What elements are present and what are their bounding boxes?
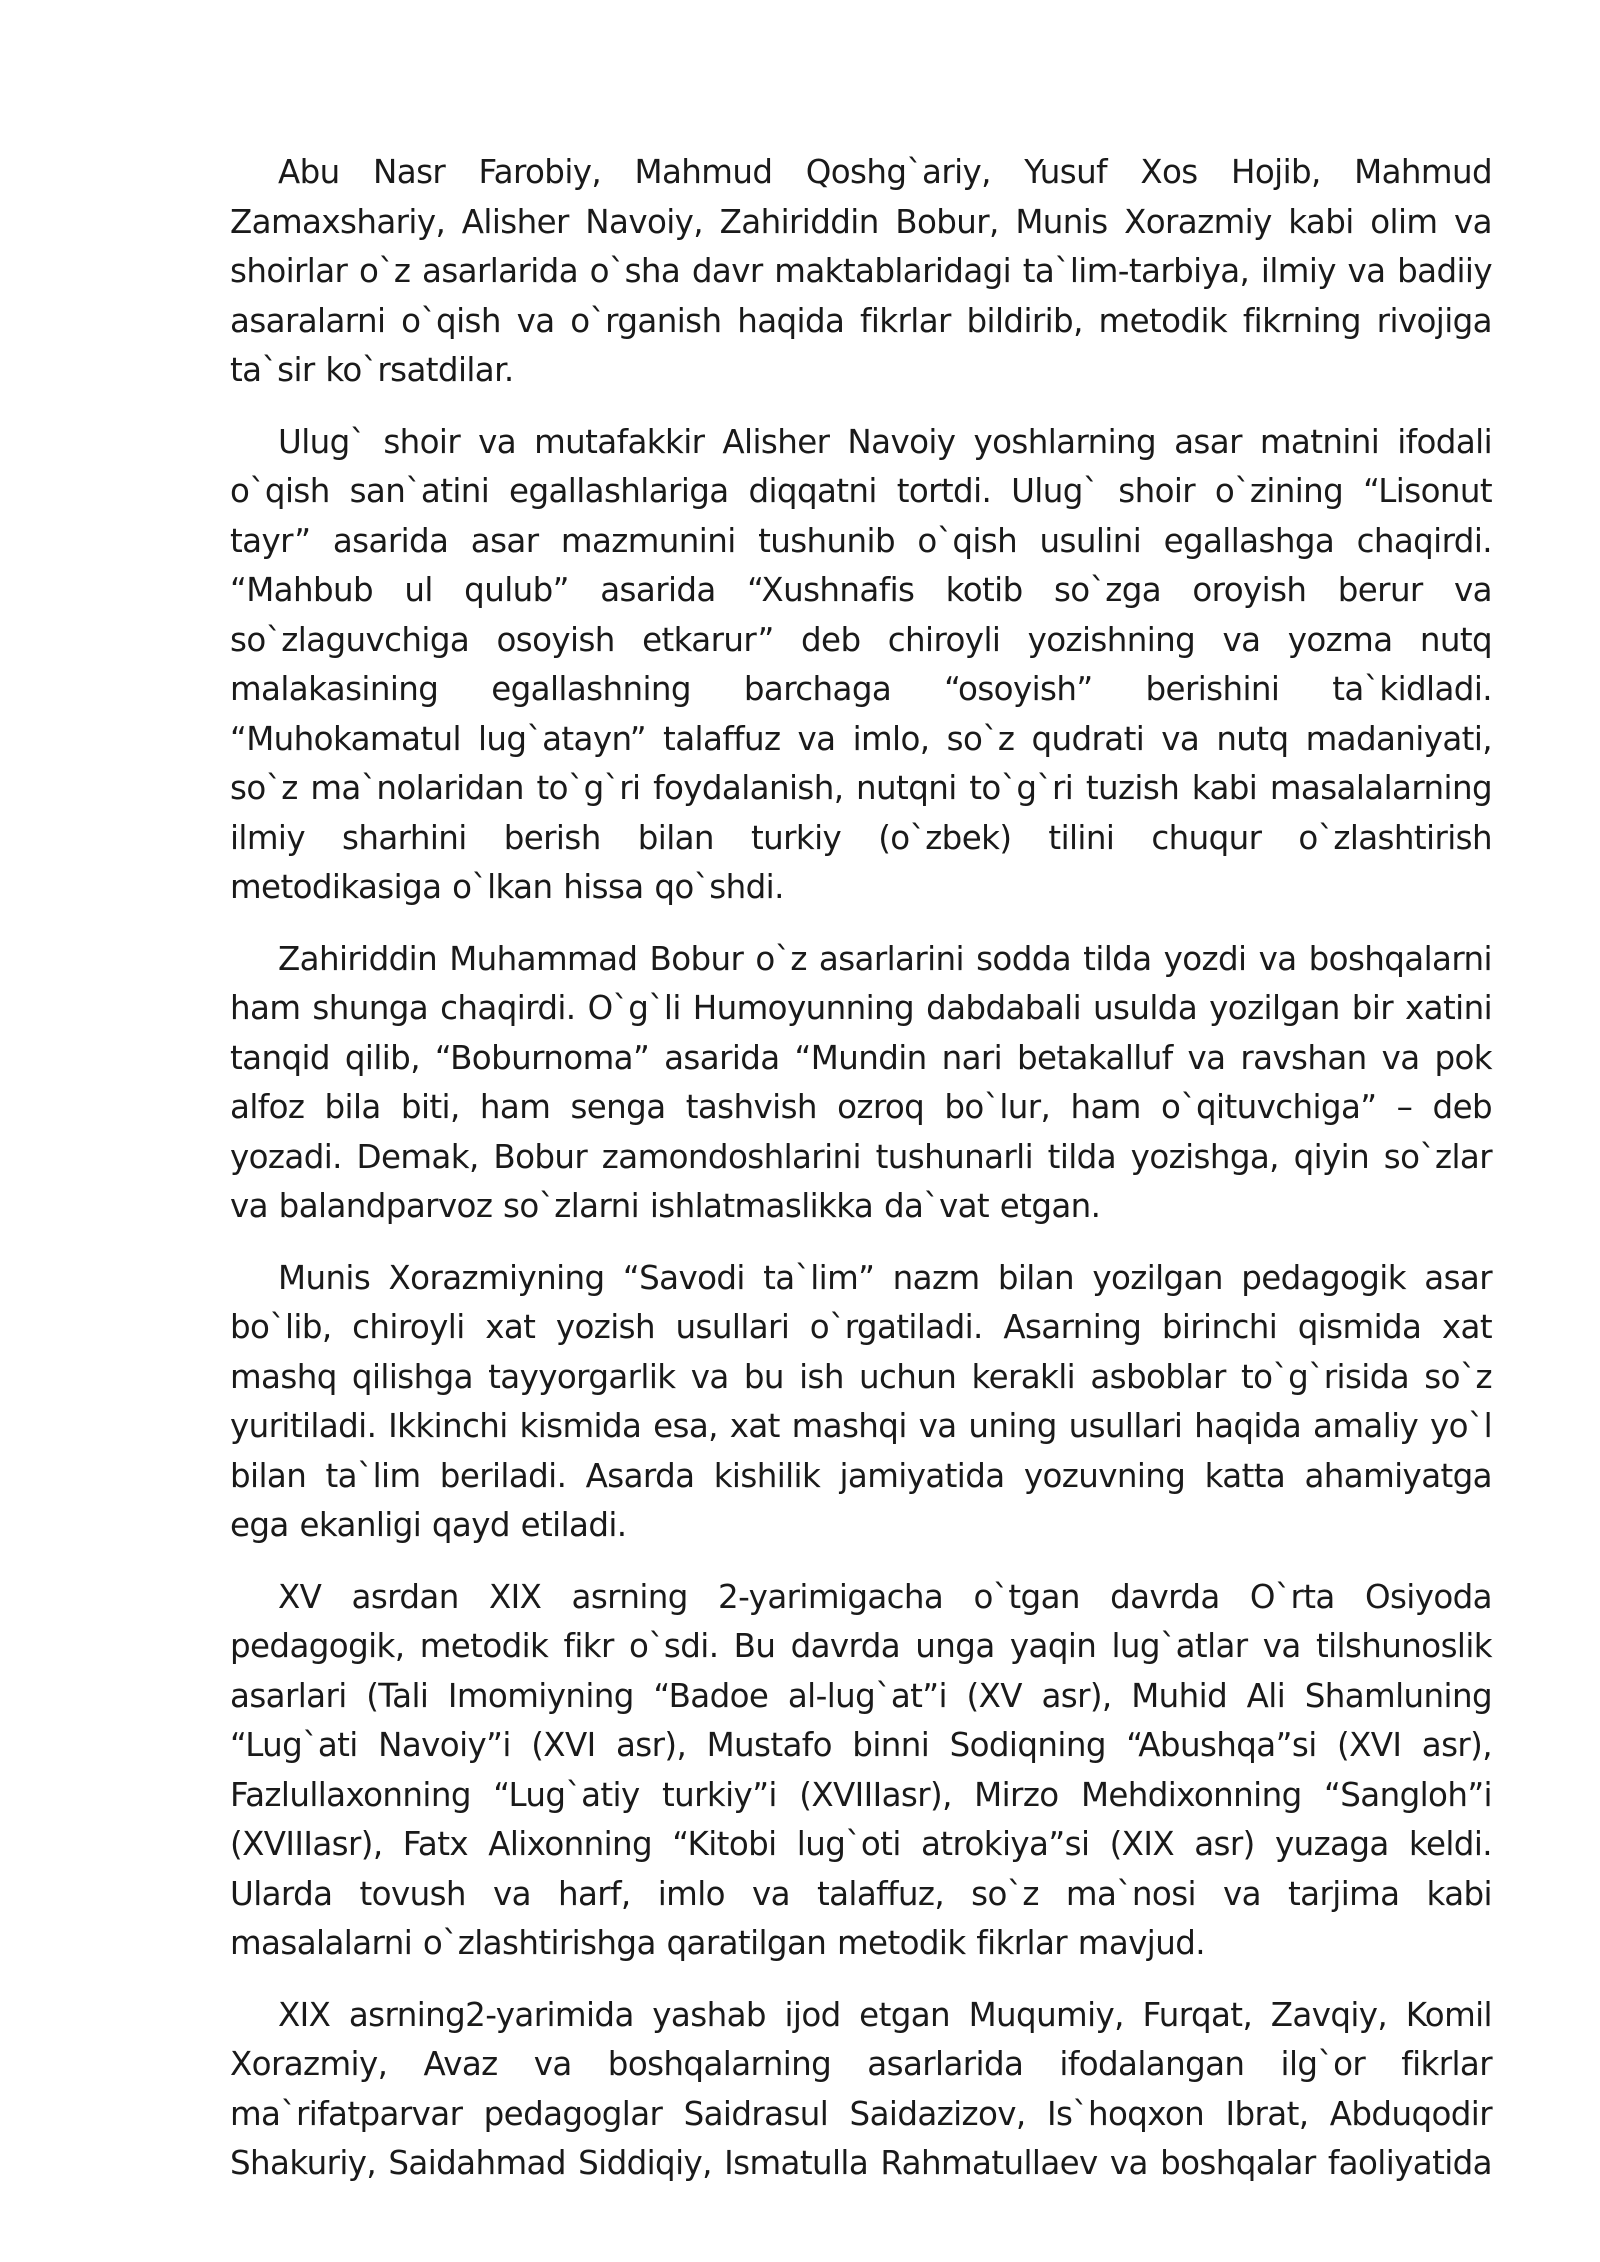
paragraph-4: Munis Xorazmiyning “Savodi ta`lim” nazm bilan yozilgan pedagogik asar bo`lib, chiroyli xat yozish usullari o`rgatiladi. Asarning birinchi qismida xat mashq qilishga tayyorgarlik va bu ish uchun kerakli asboblar to`g`risida so`z yuritiladi. Ikkinchi kismida esa, xat mashqi va uning usullari haqida amaliy yo`l bilan ta`lim beriladi. Asarda kishilik jamiyatida yozuvning katta ahamiyatga ega ekanligi qayd etiladi. <box>230 1258 1492 1544</box>
paragraph-5: XV asrdan XIX asrning 2-yarimigacha o`tgan davrda O`rta Osiyoda pedagogik, metodik fikr o`sdi. Bu davrda unga yaqin lug`atlar va tilshunoslik asarlari (Tali Imomiyning “Badoe al-lug`at”i (XV asr), Muhid Ali Shamluning “Lug`ati Navoiy”i (XVI asr), Mustafo binni Sodiqning “Abushqa”si (XVI asr), Fazlullaxonning “Lug`atiy turkiy”i (XVIIIasr), Mirzo Mehdixonning “Sangloh”i (XVIIIasr), Fatx Alixonning “Kitobi lug`oti atrokiya”si (XIX asr) yuzaga keldi. Ularda tovush va harf, imlo va talaffuz, so`z ma`nosi va tarjima kabi masalalarni o`zlashtirishga qaratilgan metodik fikrlar mavjud. <box>230 1577 1492 1962</box>
document-body <box>230 148 1492 2211</box>
paragraph-3: Zahiriddin Muhammad Bobur o`z asarlarini sodda tilda yozdi va boshqalarni ham shunga chaqirdi. O`g`li Humoyunning dabdabali usulda yozilgan bir xatini tanqid qilib, “Boburnoma” asarida “Mundin nari betakalluf va ravshan va pok alfoz bila biti, ham senga tashvish ozroq bo`lur, ham o`qituvchiga” – deb yozadi. Demak, Bobur zamondoshlarini tushunarli tilda yozishga, qiyin so`zlar va balandparvoz so`zlarni ishlatmaslikka da`vat etgan. <box>230 939 1492 1225</box>
paragraph-2: Ulug` shoir va mutafakkir Alisher Navoiy yoshlarning asar matnini ifodali o`qish san`atini egallashlariga diqqatni tortdi. Ulug` shoir o`zining “Lisonut tayr” asarida asar mazmunini tushunib o`qish usulini egallashga chaqirdi. “Mahbub ul qulub” asarida “Xushnafis kotib so`zga oroyish berur va so`zlaguvchiga osoyish etkarur” deb chiroyli yozishning va yozma nutq malakasining egallashning barchaga “osoyish” berishini ta`kidladi. “Muhokamatul lug`atayn” talaffuz va imlo, so`z qudrati va nutq madaniyati, so`z ma`nolaridan to`g`ri foydalanish, nutqni to`g`ri tuzish kabi masalalarning ilmiy sharhini berish bilan turkiy (o`zbek) tilini chuqur o`zlashtirish metodikasiga o`lkan hissa qo`shdi. <box>230 422 1492 906</box>
paragraph-1: Abu Nasr Farobiy, Mahmud Qoshg`ariy, Yusuf Xos Hojib, Mahmud Zamaxshariy, Alisher Navoiy, Zahiriddin Bobur, Munis Xorazmiy kabi olim va shoirlar o`z asarlarida o`sha davr maktablaridagi ta`lim-tarbiya, ilmiy va badiiy asaralarni o`qish va o`rganish haqida fikrlar bildirib, metodik fikrning rivojiga ta`sir ko`rsatdilar. <box>230 153 1492 389</box>
paragraph-6: XIX asrning2-yarimida yashab ijod etgan Muqumiy, Furqat, Zavqiy, Komil Xorazmiy, Avaz va boshqalarning asarlarida ifodalangan ilg`or fikrlar ma`rifatparvar pedagoglar Saidrasul Saidazizov, Is`hoqxon Ibrat, Abduqodir Shakuriy, Saidahmad Siddiqiy, Ismatulla Rahmatullaev va boshqalar faoliyatida <box>230 1995 1492 2182</box>
